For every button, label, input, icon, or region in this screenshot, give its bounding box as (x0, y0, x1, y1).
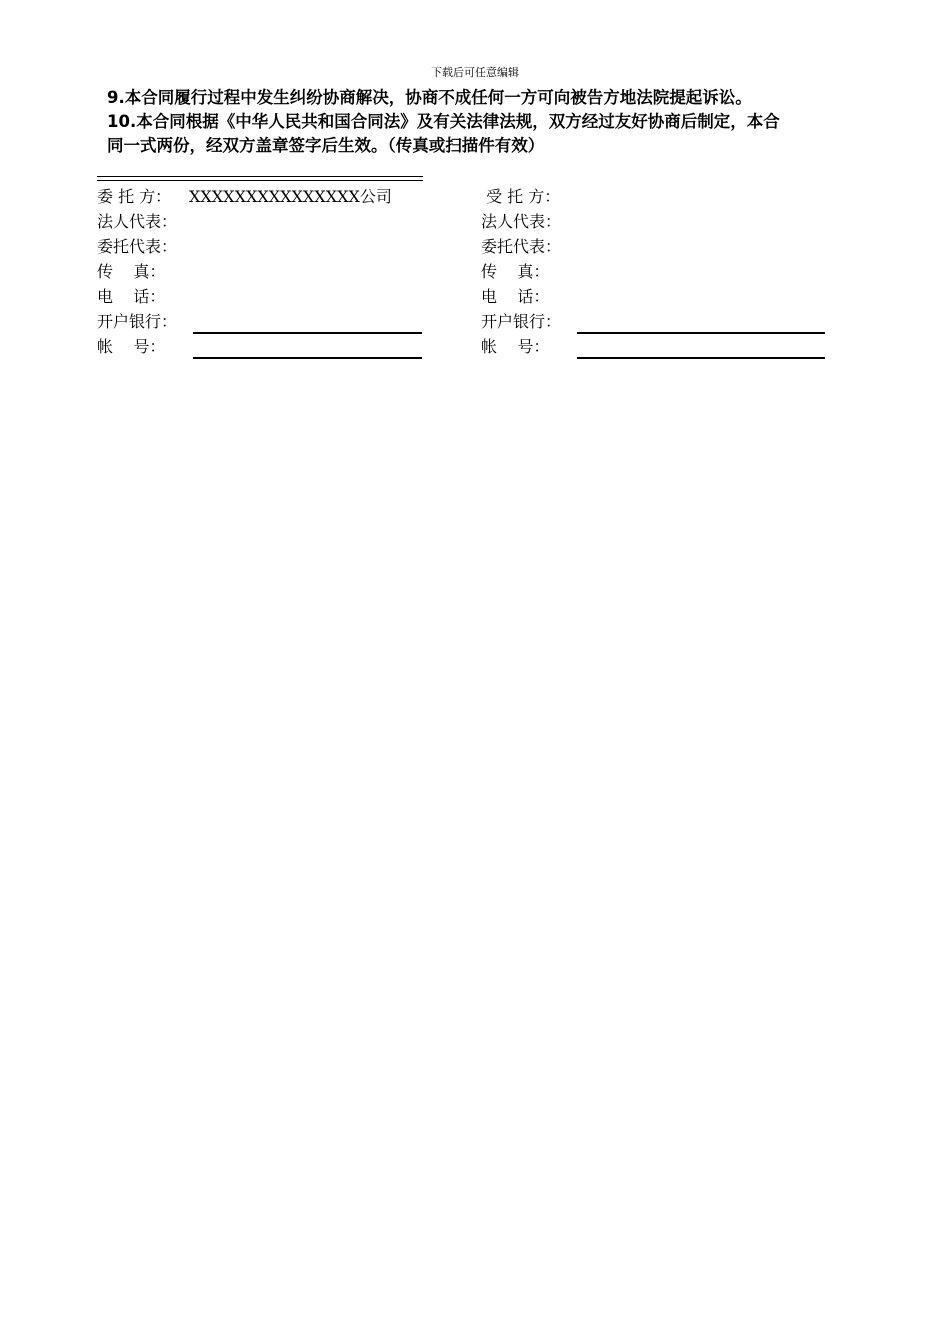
principal-party-value: XXXXXXXXXXXXXXX公司 (189, 187, 392, 206)
principal-phone-row (97, 284, 437, 309)
principal-legal-rep-label: 法人代表： (97, 212, 178, 231)
agent-party-row (481, 184, 841, 209)
agent-signature-block (481, 184, 841, 359)
agent-party-label: 受 托 方： (481, 187, 561, 206)
principal-legal-rep-row (97, 209, 437, 234)
agent-bank-label: 开户银行： (481, 312, 562, 331)
agent-agent-label: 委托代表： (481, 237, 562, 256)
principal-bank-row (97, 309, 437, 334)
agent-account-blank[interactable] (577, 338, 825, 359)
agent-bank-blank[interactable] (577, 313, 825, 334)
principal-account-label: 帐 号： (97, 337, 166, 356)
agent-phone-row (481, 284, 841, 309)
agent-account-row (481, 334, 841, 359)
principal-account-row (97, 334, 437, 359)
principal-bank-label: 开户银行： (97, 312, 178, 331)
principal-fax-label: 传 真： (97, 262, 166, 281)
contract-clauses (97, 86, 892, 158)
agent-legal-rep-row (481, 209, 841, 234)
clause-10-line-2: 同一式两份，经双方盖章签字后生效。（传真或扫描件有效） (107, 136, 545, 155)
principal-fax-row (97, 259, 437, 284)
agent-fax-label: 传 真： (481, 262, 550, 281)
principal-agent-label: 委托代表： (97, 237, 178, 256)
principal-phone-label: 电 话： (97, 287, 166, 306)
principal-party-label: 委 托 方： (97, 187, 172, 206)
principal-signature-block (97, 184, 437, 359)
principal-bank-blank[interactable] (193, 313, 422, 334)
principal-account-blank[interactable] (193, 338, 422, 359)
principal-party-row (97, 184, 437, 209)
agent-legal-rep-label: 法人代表： (481, 212, 562, 231)
agent-fax-row (481, 259, 841, 284)
double-divider (97, 176, 423, 181)
agent-phone-label: 电 话： (481, 287, 550, 306)
principal-agent-row (97, 234, 437, 259)
clause-10-line-1: 10.本合同根据《中华人民共和国合同法》及有关法律法规，双方经过友好协商后制定，本合 (107, 112, 780, 131)
clause-9: 9.本合同履行过程中发生纠纷协商解决，协商不成任何一方可向被告方地法院提起诉讼。 (107, 88, 752, 107)
agent-account-label: 帐 号： (481, 337, 550, 356)
agent-bank-row (481, 309, 841, 334)
agent-agent-row (481, 234, 841, 259)
header-note: 下载后可任意编辑 (431, 66, 519, 79)
